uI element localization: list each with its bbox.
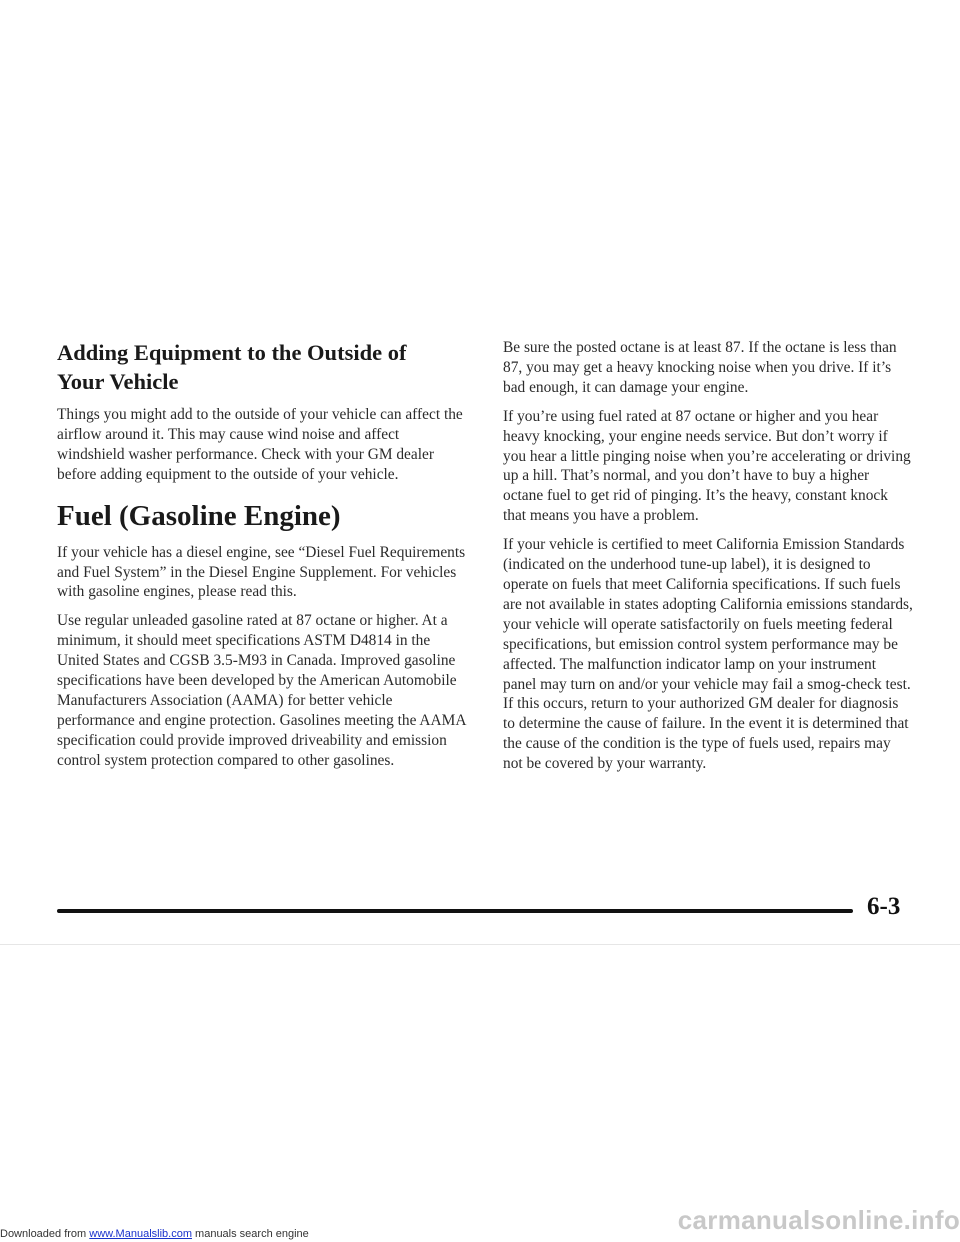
page-number: 6-3: [867, 893, 901, 920]
watermark: carmanualsonline.info: [677, 1205, 960, 1235]
right-column: [503, 338, 913, 783]
manualslib-link[interactable]: www.Manualslib.com: [89, 1228, 192, 1240]
paragraph-octane-87: Be sure the posted octane is at least 87. If the octane is less than 87, you may get a heavy knocking noise when you drive. If it’s bad enough, it can damage your engine.: [503, 339, 897, 396]
banner-suffix: manuals search engine: [191, 1228, 309, 1240]
banner-prefix: Downloaded from: [0, 1228, 90, 1240]
page-divider-rule: [57, 909, 853, 913]
paragraph-unleaded-gasoline: Use regular unleaded gasoline rated at 87 octane or higher. At a minimum, it should meet specifications ASTM D4814 in the United States and CGSB 3.5-M93 in Canada. Improved gasoline specifications have been developed by the American Automobile Manufacturers Association (AAMA) for better vehicle performance and engine protection. Gasolines meeting the AAMA specification could provide improved driveability and emission control system protection compared to other gasolines.: [57, 612, 466, 769]
section-title-fuel: Fuel (Gasoline Engine): [57, 499, 341, 532]
download-banner: [0, 1226, 309, 1242]
left-column: [57, 338, 467, 780]
heading-line-2: Your Vehicle: [57, 369, 179, 394]
section-heading-adding-equipment: [57, 338, 467, 396]
paragraph-california-emission: If your vehicle is certified to meet California Emission Standards (indicated on the underhood tune-up label), it is designed to operate on fuels that meet California specifications. If such fuels are not available in states adopting California emissions standards, your vehicle will operate satisfactorily on fuels meeting federal specifications, but emission control system performance may be affected. The malfunction indicator lamp on your instrument panel may turn on and/or your vehicle may fail a smog-check test. If this occurs, return to your authorized GM dealer for diagnosis to determine the cause of failure. In the event it is determined that the cause of the condition is the type of fuels used, repairs may not be covered by your warranty.: [503, 536, 913, 773]
paragraph-diesel-note: If your vehicle has a diesel engine, see “Diesel Fuel Requirements and Fuel System” in the Diesel Engine Supplement. For vehicles with gasoline engines, please read this.: [57, 543, 466, 601]
paragraph-airflow: Things you might add to the outside of your vehicle can affect the airflow around it. This may cause wind noise and affect windshield washer performance. Check with your GM dealer before adding equipment to the outside of your vehicle.: [57, 406, 463, 483]
heading-line-1: Adding Equipment to the Outside of: [57, 340, 407, 365]
paragraph-knocking: If you’re using fuel rated at 87 octane or higher and you hear heavy knocking, your engine needs service. But don’t worry if you hear a little pinging noise when you’re accelerating or driving up a hill. That’s normal, and you don’t have to buy a higher octane fuel to get rid of pinging. It’s the heavy, constant knock that means you have a problem.: [503, 407, 911, 525]
faint-divider: [0, 944, 960, 945]
